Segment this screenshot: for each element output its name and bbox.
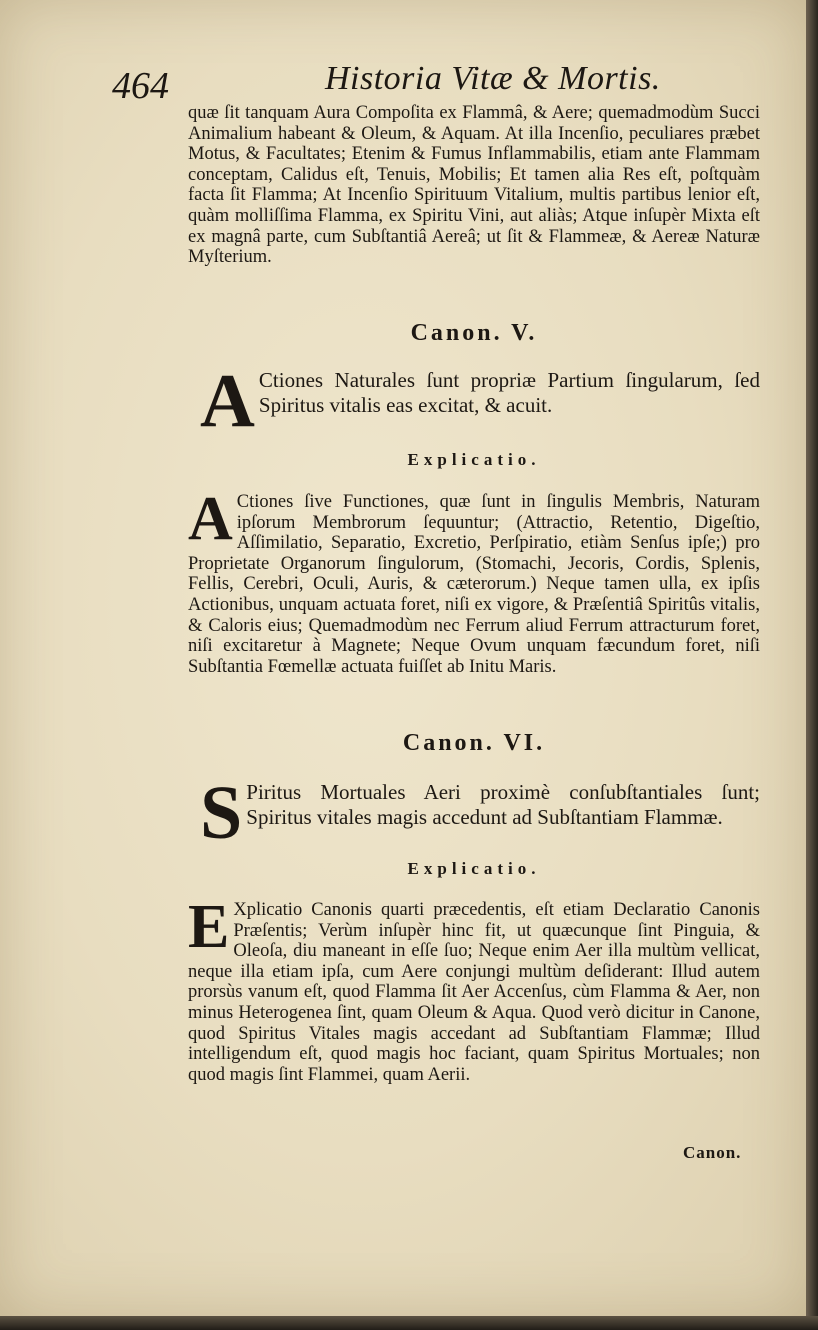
intro-paragraph — [188, 103, 760, 268]
intro-text: quæ ſit tanquam Aura Compoſita ex Flammâ, & Aere; quemadmodùm Succi Animalium habeant & Oleum, & Aquam. At illa Incenſio, peculiares præbet Motus, & Facultates; Etenim & Fumus Inflammabilis, etiam ante Flammam conceptam, Calidus eſt, Tenuis, Mobilis; Et tamen alia Res eſt, poſtquàm facta ſit Flamma; At Incenſio Spirituum Vitalium, multis partibus lenior eſt, quàm molliſſima Flamma, ex Spiritu Vini, aut aliàs; Atque inſupèr Mixta eſt ex magnâ parte, cum Subſtantiâ Aereâ; ut ſit & Flammeæ, & Aereæ Naturæ Myſterium. — [188, 103, 760, 268]
canon-5-drop-cap: A — [200, 359, 255, 443]
canon-5-text-block — [200, 359, 760, 443]
catchword: Canon. — [683, 1143, 742, 1162]
canon-6-drop-cap: S — [200, 771, 243, 855]
canon-6-text-block — [200, 771, 760, 855]
page-number: 464 — [112, 65, 169, 107]
running-title: Historia Vitæ & Mortis. — [325, 60, 661, 97]
canon-6-explicatio-text: Xplicatio Canonis quarti præcedentis, eſt etiam Declaratio Canonis Præſentis; Verùm inſupèr hinc fit, ut quæcunque ſint Pinguia, & Oleoſa, diu maneant in eſſe ſuo; Neque enim Aer illa multùm vellicat, neque illa etiam ipſa, cum Aere conjungi multùm deſiderant: Illud autem prorsùs vanum eſt, quod Flamma ſit Aer Accenſus, cùm Flamma & Aer, non minus Heterogenea ſint, quam Oleum & Aqua. Quod verò dicitur in Canone, quod Spiritus Vitales magis accedant ad Subſtantiam Flammæ; Illud intelligendum eſt, quod magis hoc faciant, quam Spiritus Mortuales; non quod magis ſint Flammei, quam Aerii. — [188, 900, 760, 1085]
canon-5-explicatio-heading: Explicatio. — [407, 450, 541, 469]
canon-5-explicatio-block — [188, 485, 760, 677]
canon-5-heading: Canon. V. — [410, 320, 538, 346]
canon-5-explicatio-drop-cap: A — [188, 485, 233, 553]
page-edge-shadow — [806, 0, 818, 1330]
bottom-edge-shadow — [0, 1316, 818, 1330]
canon-6-explicatio-heading: Explicatio. — [407, 859, 541, 878]
canon-6-explicatio-drop-cap: E — [188, 893, 230, 961]
canon-6-text: Piritus Mortuales Aeri proximè conſubſtantiales ſunt; Spiritus vitales magis accedunt ad Subſtantiam Flammæ. — [246, 780, 760, 829]
canon-5-text: Ctiones Naturales ſunt propriæ Partium ſingularum, ſed Spiritus vitalis eas excitat, & acuit. — [258, 368, 760, 417]
canon-6-heading: Canon. VI. — [402, 730, 546, 756]
canon-5-explicatio-text: Ctiones ſive Functiones, quæ ſunt in ſingulis Membris, Naturam ipſorum Membrorum ſequuntur; (Attractio, Retentio, Digeſtio, Aſſimilatio, Separatio, Excretio, Perſpiratio, etiàm Senſus ipſe;) pro Proprietate Organorum ſingulorum, (Stomachi, Jecoris, Cordis, Splenis, Fellis, Cerebri, Oculi, Auris, & cæterorum.) Neque tamen ulla, ex ipſis Actionibus, unquam actuata foret, niſi ex vigore, & Præſentiâ Spiritûs vitalis, & Caloris eius; Quemadmodùm nec Ferrum aliud Ferrum attracturum foret, niſi excitaretur à Magnete; Neque Ovum unquam fæcundum foret, niſi Subſtantia Fœmellæ actuata fuiſſet ab Initu Maris. — [188, 492, 760, 677]
canon-6-explicatio-block — [188, 893, 760, 1085]
